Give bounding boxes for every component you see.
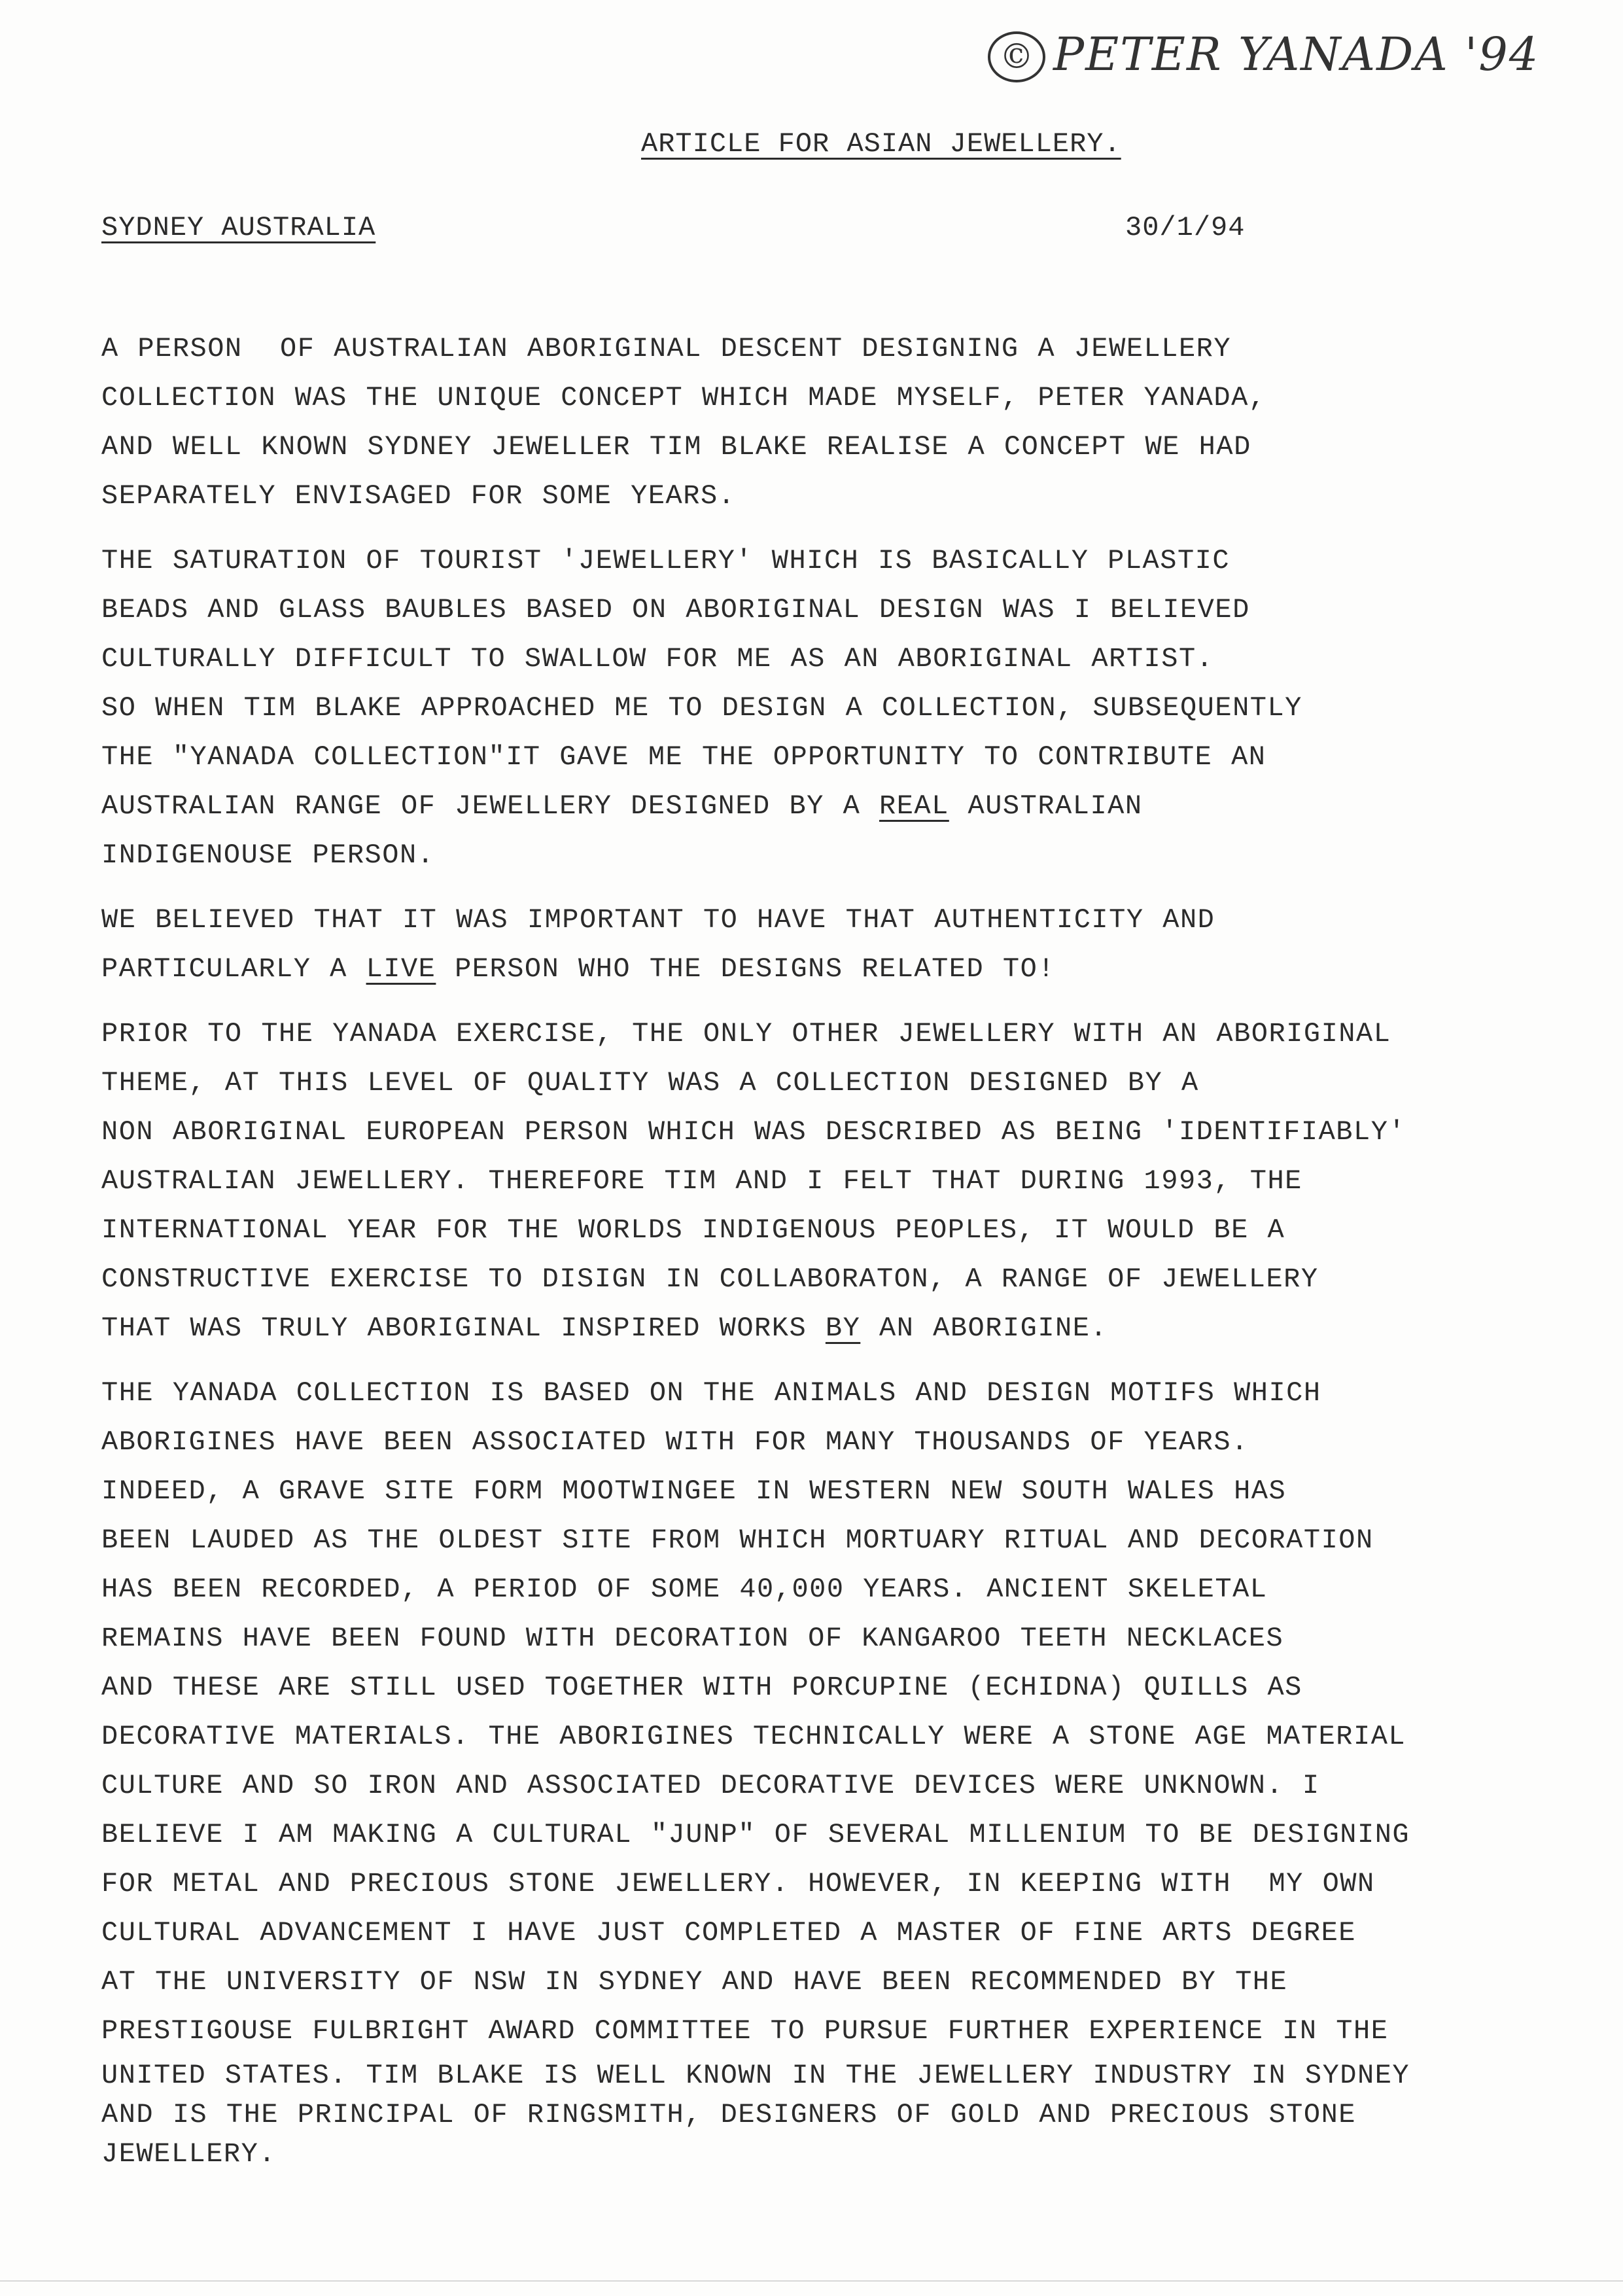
text-line [101,945,1573,994]
text-line: AND THESE ARE STILL USED TOGETHER WITH PORCUPINE (ECHIDNA) QUILLS AS [101,1672,1302,1703]
text-line: JEWELLERY. [101,2138,277,2170]
text-line: THEME, AT THIS LEVEL OF QUALITY WAS A COLLECTION DESIGNED BY A [101,1067,1199,1099]
text-line: CULTURE AND SO IRON AND ASSOCIATED DECORATIVE DEVICES WERE UNKNOWN. I [101,1770,1320,1801]
document-date: 30/1/94 [1125,212,1246,243]
text-line: CULTURAL ADVANCEMENT I HAVE JUST COMPLETED A MASTER OF FINE ARTS DEGREE [101,1917,1356,1949]
paragraph-1 [101,325,1573,521]
document-title: ARTICLE FOR ASIAN JEWELLERY. [641,128,1121,160]
text-line: HAS BEEN RECORDED, A PERIOD OF SOME 40,000 YEARS. ANCIENT SKELETAL [101,1574,1268,1605]
text-line: COLLECTION WAS THE UNIQUE CONCEPT WHICH MADE MYSELF, PETER YANADA, [101,382,1266,414]
text-line: SEPARATELY ENVISAGED FOR SOME YEARS. [101,480,736,512]
underlined-word: LIVE [366,953,436,985]
text-line: SO WHEN TIM BLAKE APPROACHED ME TO DESIGN A COLLECTION, SUBSEQUENTLY [101,692,1302,724]
text-segment: PERSON WHO THE DESIGNS RELATED TO! [436,953,1056,985]
text-line [101,782,1573,831]
underlined-word: REAL [879,790,949,822]
paragraph-2 [101,537,1573,880]
text-line: PRESTIGOUSE FULBRIGHT AWARD COMMITTEE TO PURSUE FURTHER EXPERIENCE IN THE [101,2015,1389,2047]
text-line: FOR METAL AND PRECIOUS STONE JEWELLERY. HOWEVER, IN KEEPING WITH MY OWN [101,1868,1375,1899]
paragraph-4 [101,1010,1573,1353]
text-line: REMAINS HAVE BEEN FOUND WITH DECORATION OF KANGAROO TEETH NECKLACES [101,1623,1284,1654]
article-body [101,325,1573,2189]
text-line: PRIOR TO THE YANADA EXERCISE, THE ONLY OTHER JEWELLERY WITH AN ABORIGINAL [101,1018,1391,1050]
text-line: UNITED STATES. TIM BLAKE IS WELL KNOWN IN THE JEWELLERY INDUSTRY IN SYDNEY [101,2060,1410,2091]
text-line: INDIGENOUSE PERSON. [101,839,435,871]
text-segment: PARTICULARLY A [101,953,366,985]
text-line: INDEED, A GRAVE SITE FORM MOOTWINGEE IN WESTERN NEW SOUTH WALES HAS [101,1475,1287,1507]
text-line: CULTURALLY DIFFICULT TO SWALLOW FOR ME AS AN ABORIGINAL ARTIST. [101,643,1214,675]
underlined-word: BY [825,1313,861,1344]
text-line: A PERSON OF AUSTRALIAN ABORIGINAL DESCENT DESIGNING A JEWELLERY [101,333,1232,364]
text-line: DECORATIVE MATERIALS. THE ABORIGINES TECHNICALLY WERE A STONE AGE MATERIAL [101,1721,1406,1752]
text-line: CONSTRUCTIVE EXERCISE TO DISIGN IN COLLABORATON, A RANGE OF JEWELLERY [101,1263,1319,1295]
text-line: THE YANADA COLLECTION IS BASED ON THE ANIMALS AND DESIGN MOTIFS WHICH [101,1377,1321,1409]
text-segment: THAT WAS TRULY ABORIGINAL INSPIRED WORKS [101,1313,826,1344]
text-line: NON ABORIGINAL EUROPEAN PERSON WHICH WAS DESCRIBED AS BEING 'IDENTIFIABLY' [101,1116,1406,1148]
text-segment: AUSTRALIAN RANGE OF JEWELLERY DESIGNED BY A [101,790,879,822]
text-line: BELIEVE I AM MAKING A CULTURAL "JUNP" OF SEVERAL MILLENIUM TO BE DESIGNING [101,1819,1410,1850]
page-bottom-edge [0,2280,1623,2282]
text-line: BEEN LAUDED AS THE OLDEST SITE FROM WHICH MORTUARY RITUAL AND DECORATION [101,1525,1374,1556]
text-line: AUSTRALIAN JEWELLERY. THEREFORE TIM AND I FELT THAT DURING 1993, THE [101,1165,1302,1197]
text-segment: AUSTRALIAN [949,790,1143,822]
paragraph-5 [101,1369,1573,2174]
text-line: AND WELL KNOWN SYDNEY JEWELLER TIM BLAKE REALISE A CONCEPT WE HAD [101,431,1251,463]
text-line [101,1304,1573,1353]
document-location: SYDNEY AUSTRALIA [101,212,376,243]
handwritten-copyright-signature [988,13,1540,98]
text-line: AND IS THE PRINCIPAL OF RINGSMITH, DESIGNERS OF GOLD AND PRECIOUS STONE [101,2099,1356,2130]
paragraph-3 [101,896,1573,994]
text-line: BEADS AND GLASS BAUBLES BASED ON ABORIGINAL DESIGN WAS I BELIEVED [101,594,1250,626]
text-line: AT THE UNIVERSITY OF NSW IN SYDNEY AND HAVE BEEN RECOMMENDED BY THE [101,1966,1288,1998]
signature-text: PETER YANADA '94 [1053,27,1540,81]
text-line: THE SATURATION OF TOURIST 'JEWELLERY' WHICH IS BASICALLY PLASTIC [101,545,1230,576]
text-line: INTERNATIONAL YEAR FOR THE WORLDS INDIGENOUS PEOPLES, IT WOULD BE A [101,1214,1285,1246]
copyright-symbol: © [988,31,1045,82]
text-segment: AN ABORIGINE. [860,1313,1108,1344]
text-line: WE BELIEVED THAT IT WAS IMPORTANT TO HAVE THAT AUTHENTICITY AND [101,904,1215,936]
text-line: ABORIGINES HAVE BEEN ASSOCIATED WITH FOR MANY THOUSANDS OF YEARS. [101,1426,1249,1458]
text-line: THE "YANADA COLLECTION"IT GAVE ME THE OPPORTUNITY TO CONTRIBUTE AN [101,741,1266,773]
